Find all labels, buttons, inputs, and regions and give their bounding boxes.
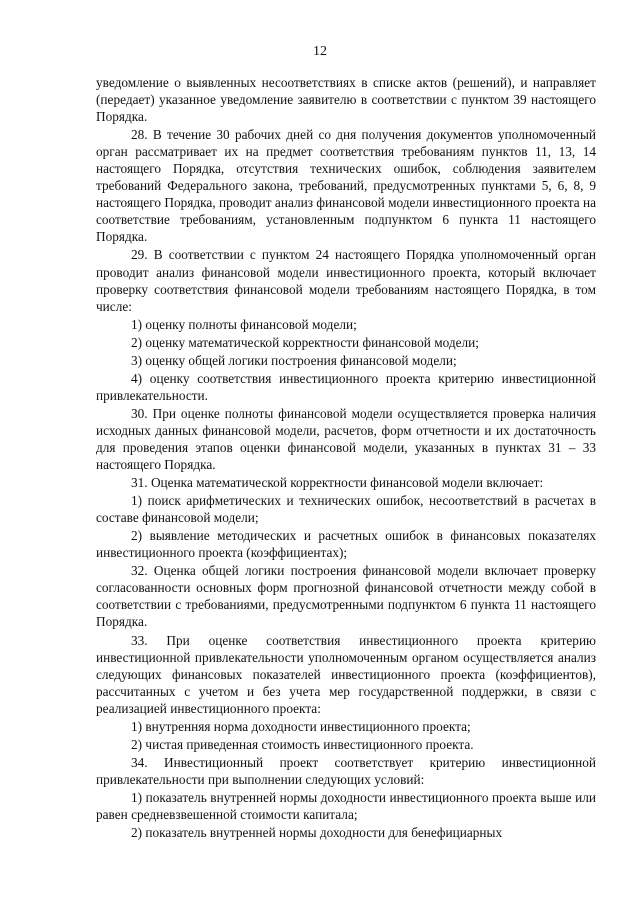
list-item: 4) оценку соответствия инвестиционного проекта критерию инвестиционной привлекательности. [96, 370, 596, 403]
list-item: 3) оценку общей логики построения финансовой модели; [131, 352, 457, 368]
list-item: 1) внутренняя норма доходности инвестиционного проекта; [131, 718, 471, 734]
list-item: 2) оценку математической корректности финансовой модели; [131, 334, 479, 350]
list-item: 1) поиск арифметических и технических ошибок, несоответствий в расчетах в составе финансовой модели; [96, 493, 596, 526]
paragraph-31: 31. Оценка математической корректности финансовой модели включает: [131, 475, 544, 491]
document-body [96, 74, 596, 841]
paragraph-32: 32. Оценка общей логики построения финансовой модели включает проверку согласованности основных форм прогнозной финансовой отчетности между собой в соответствии с требованиями, предусмотренными подпунктом 6 пункта 11 настоящего Порядка. [96, 563, 596, 630]
paragraph-29: 29. В соответствии с пунктом 24 настоящего Порядка уполномоченный орган проводит анализ финансовой модели инвестиционного проекта, который включает проверку соответствия финансовой модели требованиям настоящего Порядка, в том числе: [96, 247, 596, 314]
list-item: 1) показатель внутренней нормы доходности инвестиционного проекта выше или равен средневзвешенной стоимости капитала; [96, 789, 596, 822]
paragraph-34: 34. Инвестиционный проект соответствует критерию инвестиционной привлекательности при выполнении следующих условий: [96, 754, 596, 787]
list-item: 2) показатель внутренней нормы доходности для бенефициарных [131, 825, 503, 841]
page-number: 12 [313, 44, 327, 59]
list-item: 2) выявление методических и расчетных ошибок в финансовых показателях инвестиционного проекта (коэффициентах); [96, 528, 596, 561]
paragraph-28: 28. В течение 30 рабочих дней со дня получения документов уполномоченный орган рассматривает их на предмет соответствия требованиям пунктов 11, 13, 14 настоящего Порядка, отсутствия технических ошибок, соблюдения заявителем требований Федерального закона, требований, предусмотренных пунктами 5, 6, 8, 9 настоящего Порядка, проводит анализ финансовой модели инвестиционного проекта на соответствие требованиям, установленным подпунктом 6 пункта 11 настоящего Порядка. [96, 127, 596, 245]
list-item: 2) чистая приведенная стоимость инвестиционного проекта. [131, 736, 474, 752]
paragraph-33: 33. При оценке соответствия инвестиционного проекта критерию инвестиционной привлекательности уполномоченным органом осуществляется анализ следующих финансовых показателей инвестиционного проекта (коэффициентов), рассчитанных с учетом и без учета мер государственной поддержки, в связи с реализацией инвестиционного проекта: [96, 632, 596, 716]
list-item: 1) оценку полноты финансовой модели; [131, 316, 357, 332]
paragraph-continuation: уведомление о выявленных несоответствиях в списке актов (решений), и направляет (передает) указанное уведомление заявителю в соответствии с пунктом 39 настоящего Порядка. [96, 75, 596, 125]
paragraph-30: 30. При оценке полноты финансовой модели осуществляется проверка наличия исходных данных финансовой модели, расчетов, форм отчетности и их достаточность для проведения этапов оценки финансовой модели, указанных в пунктах 31 – 33 настоящего Порядка. [96, 405, 596, 473]
